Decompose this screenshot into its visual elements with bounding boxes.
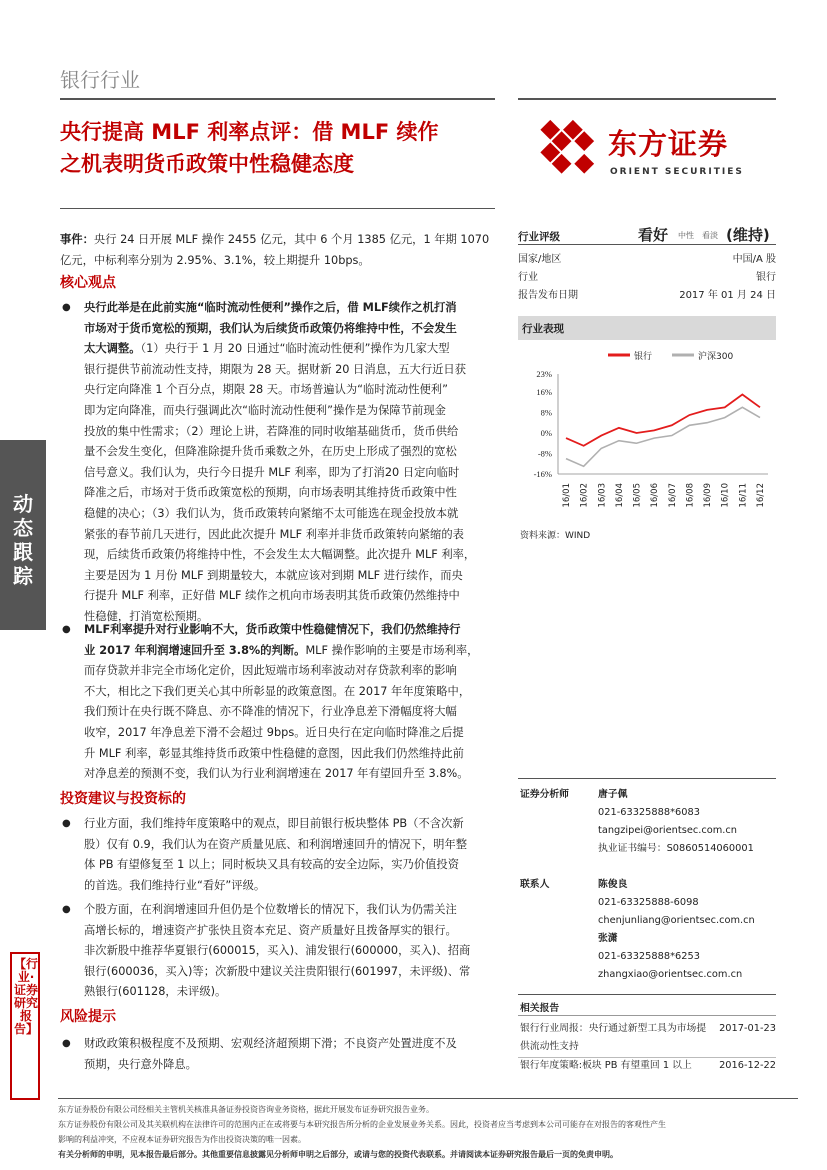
y-tick-label: 0% — [540, 427, 552, 438]
text-line: 太大调整。（1）央行于 1 月 20 日通过“临时流动性便利”操作为几家大型 — [84, 342, 450, 356]
text-line: 性稳健，打消宽松预期。 — [84, 609, 209, 623]
x-tick-label: 16/02 — [579, 483, 590, 508]
y-tick-label: 16% — [536, 386, 552, 397]
investment-paragraph-2 — [84, 900, 496, 1003]
contact-2: 张潇 021-63325888*6253 zhangxiao@orientsec.com.cn — [598, 933, 743, 980]
text-line: 主要是因为 1 月份 MLF 到期量较大，本就应该对到期 MLF 进行续作，而央 — [84, 568, 463, 582]
logo-mark-icon — [528, 116, 598, 186]
divider — [58, 1098, 798, 1099]
x-tick-label: 16/01 — [562, 483, 572, 508]
text-line: 而存贷款并非完全市场化定价，因此短端市场利率波动对存贷款利率的影响 — [84, 664, 457, 678]
text-line: 不大，相比之下我们更关心其中所彰显的政策意图。在 2017 年年度策略中， — [84, 684, 471, 698]
performance-chart — [518, 344, 776, 514]
contact-label: 联系人 — [520, 879, 550, 890]
company-logo — [528, 112, 788, 192]
sector-label: 银行行业 — [60, 68, 140, 92]
logo-en: ORIENT SECURITIES — [610, 167, 744, 177]
rating-value: 看好 — [638, 226, 669, 244]
text-line: 收窄，2017 年净息差下滑不会超过 9bps。近日央行在定向临时降准之后提 — [84, 725, 464, 739]
y-tick-label: 8% — [540, 407, 552, 418]
text-line: 股）仅有 0.9，我们认为在资产质量见底、和利润增速回升的情况下，明年整 — [84, 837, 468, 851]
x-tick-label: 16/10 — [720, 483, 731, 508]
heading-risk: 风险提示 — [60, 1009, 116, 1025]
x-tick-label: 16/04 — [614, 483, 625, 508]
series-line-hs300 — [566, 407, 760, 466]
logo-cn: 东方证券 — [608, 127, 729, 161]
text-line: 财政政策积极程度不及预期、宏观经济超预期下滑；不良资产处置进度不及 — [84, 1037, 457, 1050]
divider — [60, 98, 495, 100]
x-tick-label: 16/06 — [650, 483, 661, 508]
rating-label: 行业评级 — [518, 231, 560, 243]
bullet-icon: ● — [62, 624, 71, 635]
text-line: 信号意义。我们认为，央行今日提升 MLF 利率，即为了打消20 日定向临时 — [84, 465, 460, 479]
text-line: 即为定向降准，而央行强调此次“临时流动性便利”操作是为保障节前现金 — [84, 403, 446, 417]
text-line: 行提升 MLF 利率，正好借 MLF 续作之机向市场表明其货币政策仍然维持中 — [84, 589, 460, 603]
rating-opt-neutral: 中性 — [678, 231, 694, 240]
analyst-1: 唐子佩 021-63325888*6083 tangzipei@orientsec.com.cn 执业证书编号：S0860514060001 — [598, 789, 754, 854]
text-line: 高增长标的，增速资产扩张快且资本充足、资产质量好且拨备厚实的银行。 — [84, 923, 457, 937]
text-line: 量不会发生变化，但降准除提升货币乘数之外，在历史上形成了强烈的宽松 — [84, 445, 457, 459]
text-line: 非次新股中推荐华夏银行(600015，买入)、浦发银行(600000，买入)、招商 — [84, 944, 471, 958]
text-line: 降准之后，市场对于货币政策宽松的预期，向市场表明其维持货币政策中性 — [84, 486, 457, 500]
core-paragraph-1 — [84, 298, 496, 628]
investment-paragraph-1 — [84, 814, 496, 896]
heading-investment: 投资建议与投资标的 — [60, 791, 186, 807]
y-tick-label: -8% — [537, 448, 552, 459]
analyst-label: 证券分析师 — [520, 789, 569, 800]
text-line: 银行(600036，买入)等；次新股中建议关注贵阳银行(601997，未评级)、常 — [84, 964, 471, 978]
info-row: 国家/地区 中国/A 股 — [518, 254, 776, 265]
contact-1: 陈俊良 021-63325888-6098 chenjunliang@orientsec.com.cn — [598, 879, 755, 926]
text-line: 行业方面，我们维持年度策略中的观点，即目前银行板块整体 PB（不含次新 — [84, 817, 464, 830]
disclaimer: 东方证券股份有限公司经相关主管机关核准具备证券投资咨询业务资格，据此开展发布证券研究报告业务。 东方证券股份有限公司及其关联机构在法律许可的范围内正在或将要与本研究报告所分析的企业发展业务关系。因此，投资者应当考虑到本公司可能存在对报告的客观性产生 影响的利益冲突，不应视本证券研究报告为作出投资决策的唯一因素。 有关分析师的申明，见本报告最后部分。其他重要信息披露见分析师申明之后部分，或请与您的投资代表联系。并请阅读本证券研究报告最后一页的免责申明。 — [58, 1105, 666, 1159]
related-report-2[interactable]: 银行年度策略:板块 PB 有望重回 1 以上 2016-12-22 — [520, 1060, 776, 1071]
x-tick-label: 16/05 — [632, 483, 643, 508]
performance-header: 行业表现 — [518, 316, 776, 340]
info-row: 行业 银行 — [518, 272, 776, 283]
bullet-icon: ● — [62, 1038, 71, 1049]
text-line: 熟银行(601128，未评级)。 — [84, 985, 227, 999]
legend-label: 沪深300 — [698, 352, 734, 362]
heading-core-views: 核心观点 — [60, 275, 116, 291]
y-tick-label: -16% — [533, 469, 552, 479]
x-tick-label: 16/09 — [703, 483, 714, 508]
report-title: 央行提高 MLF 利率点评：借 MLF 续作 之机表明货币政策中性稳健态度 — [60, 120, 439, 176]
series-label: 【行业·证券研究报告】 — [14, 957, 39, 1036]
text-line: 业 2017 年利润增速回升至 3.8%的判断。MLF 操作影响的主要是市场利率， — [84, 643, 479, 657]
bullet-icon: ● — [62, 818, 71, 829]
divider — [60, 208, 495, 209]
chart-source: 资料来源：WIND — [520, 531, 591, 541]
divider — [518, 778, 776, 779]
text-line: 央行定向降准 1 个百分点，期限 28 天。市场普遍认为“临时流动性便利” — [84, 383, 448, 397]
text-line: 体 PB 有望修复至 1 以上；同时板块又具有较高的安全边际，实乃价值投资 — [84, 858, 460, 872]
bullet-icon: ● — [62, 302, 71, 313]
text-line: 预期，央行意外降息。 — [84, 1057, 197, 1071]
risk-paragraph — [84, 1034, 496, 1075]
text-line: 紧张的春节前几天进行，因此此次提升 MLF 利率并非货币政策转向紧缩的表 — [84, 527, 464, 541]
text-line: 现，后续货币政策仍将维持中性，不会发生太大幅调整。此次提升 MLF 利率， — [84, 548, 476, 562]
sidebar-tab — [0, 440, 46, 630]
core-paragraph-2 — [84, 620, 496, 785]
text-line: 稳健的决心；（3）我们认为，货币政策转向紧缩不太可能选在现金投放本就 — [84, 506, 459, 520]
divider — [518, 994, 776, 995]
divider — [518, 98, 776, 100]
text-line: 市场对于货币宽松的预期，我们认为后续货币政策仍将维持中性，不会发生 — [84, 321, 457, 335]
rating-opt-bear: 看淡 — [702, 231, 718, 240]
related-report-1[interactable]: 银行行业周报：央行通过新型工具为市场提 供流动性支持 2017-01-23 — [520, 1023, 776, 1052]
text-line: MLF利率提升对行业影响不大，货币政策中性稳健情况下，我们仍然维持行 — [84, 623, 461, 636]
series-line-bank — [566, 395, 760, 446]
x-tick-label: 16/12 — [756, 483, 766, 508]
text-line: 升 MLF 利率，彰显其维持货币政策中性稳健的意图，因此我们仍然维持此前 — [84, 746, 464, 760]
x-tick-label: 16/07 — [667, 483, 678, 508]
y-tick-label: 23% — [536, 369, 552, 379]
text-line: 个股方面，在利润增速回升但仍是个位数增长的情况下，我们认为仍需关注 — [84, 903, 457, 916]
x-tick-label: 16/03 — [597, 483, 608, 508]
rating-status: (维持) — [726, 226, 770, 244]
bullet-icon: ● — [62, 904, 71, 915]
text-line: 我们预计在央行既不降息、亦不降准的情况下，行业净息差下滑幅度将大幅 — [84, 705, 457, 719]
x-tick-label: 16/11 — [738, 483, 749, 508]
event-paragraph: 事件：央行 24 日开展 MLF 操作 2455 亿元，其中 6 个月 1385 亿元，1 年期 1070 亿元，中标利率分别为 2.95%、3.1%，较上期提升 10bps。 — [60, 233, 490, 267]
related-heading: 相关报告 — [520, 1003, 560, 1014]
text-line: 对净息差的预测不变，我们认为行业利润增速在 2017 年有望回升至 3.8%。 — [84, 767, 469, 781]
text-line: 投放的集中性需求；（2）理论上讲，若降准的同时收缩基础货币，货币供给 — [84, 424, 459, 438]
divider — [518, 1015, 776, 1016]
text-line: 银行提供节前流动性支持，期限为 28 天。据财新 20 日消息，五大行近日获 — [84, 362, 467, 376]
legend-label: 银行 — [634, 352, 653, 362]
info-row: 报告发布日期 2017 年 01 月 24 日 — [518, 290, 776, 301]
text-line: 央行此举是在此前实施“临时流动性便利”操作之后，借 MLF续作之机打消 — [84, 301, 457, 314]
text-line: 的首选。我们维持行业“看好”评级。 — [84, 878, 266, 892]
sidebar-label: 动态跟踪 — [13, 492, 33, 588]
x-tick-label: 16/08 — [685, 483, 696, 508]
rating-row — [518, 226, 776, 244]
